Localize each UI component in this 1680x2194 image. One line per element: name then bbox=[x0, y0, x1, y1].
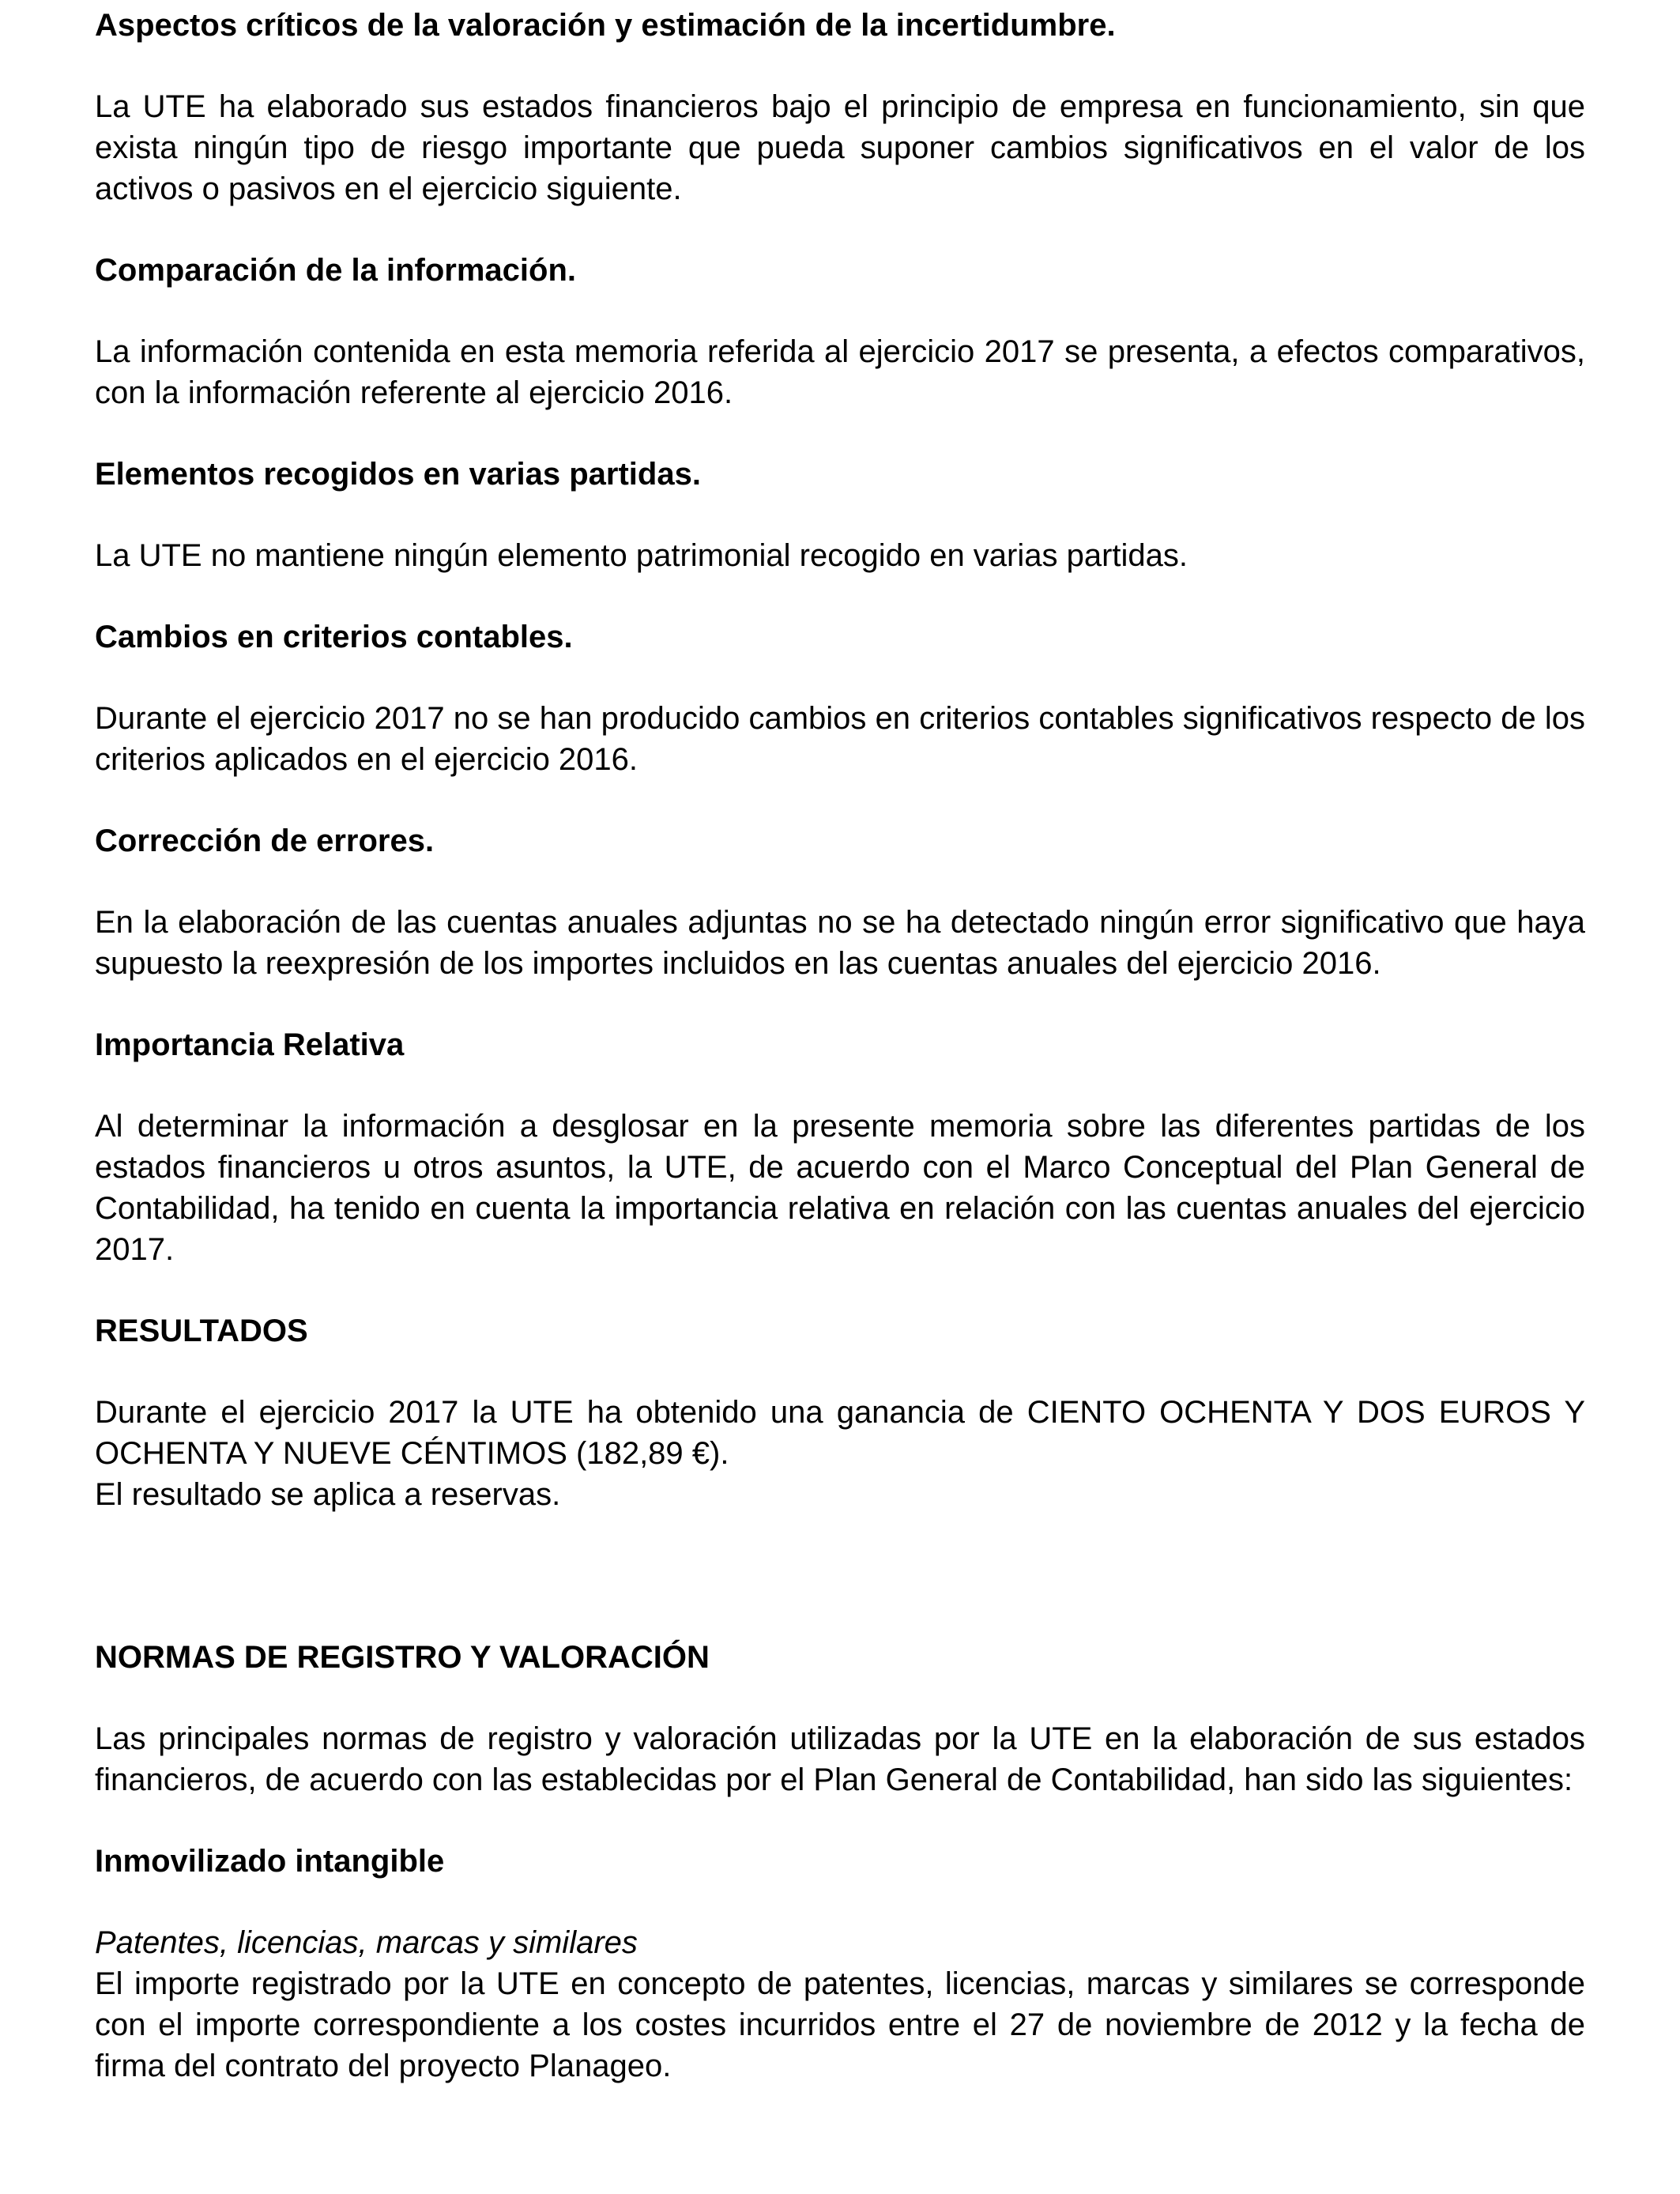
section-heading-normas: NORMAS DE REGISTRO Y VALORACIÓN bbox=[95, 1640, 710, 1675]
section-body-aspectos: La UTE ha elaborado sus estados financieros bajo el principio de empresa en funcionamiento, sin que exista ningún tipo de riesgo importante que pueda suponer cambios significativos en el valor de los activos o pasivos en el ejercicio siguiente. bbox=[95, 89, 1585, 206]
document-page bbox=[95, 5, 1585, 2087]
section-heading-importancia: Importancia Relativa bbox=[95, 1027, 405, 1062]
section-heading-resultados: RESULTADOS bbox=[95, 1314, 308, 1348]
section-body-inmovilizado: El importe registrado por la UTE en concepto de patentes, licencias, marcas y similares se corresponde con el importe correspondiente a los costes incurridos entre el 27 de noviembre de 2012 y la fecha de firma del contrato del proyecto Planageo. bbox=[95, 1966, 1585, 2083]
section-subheading-patentes: Patentes, licencias, marcas y similares bbox=[95, 1925, 638, 1960]
section-heading-correccion: Corrección de errores. bbox=[95, 824, 435, 858]
section-body-resultados: Durante el ejercicio 2017 la UTE ha obtenido una ganancia de CIENTO OCHENTA Y DOS EUROS Y OCHENTA Y NUEVE CÉNTIMOS (182,89 €). bbox=[95, 1395, 1585, 1471]
section-body-importancia: Al determinar la información a desglosar en la presente memoria sobre las diferentes partidas de los estados financieros u otros asuntos, la UTE, de acuerdo con el Marco Conceptual del Plan General de Contabilidad, ha tenido en cuenta la importancia relativa en relación con las cuentas anuales del ejercicio 2017. bbox=[95, 1109, 1585, 1267]
section-heading-inmovilizado: Inmovilizado intangible bbox=[95, 1844, 445, 1879]
section-body-cambios: Durante el ejercicio 2017 no se han producido cambios en criterios contables significativos respecto de los criterios aplicados en el ejercicio 2016. bbox=[95, 701, 1585, 777]
section-heading-comparacion: Comparación de la información. bbox=[95, 253, 577, 288]
section-body-normas: Las principales normas de registro y valoración utilizadas por la UTE en la elaboración de sus estados financieros, de acuerdo con las establecidas por el Plan General de Contabilidad, han sido las siguientes: bbox=[95, 1721, 1585, 1797]
section-body-comparacion: La información contenida en esta memoria referida al ejercicio 2017 se presenta, a efectos comparativos, con la información referente al ejercicio 2016. bbox=[95, 334, 1585, 410]
section-heading-elementos: Elementos recogidos en varias partidas. bbox=[95, 457, 701, 492]
section-body-correccion: En la elaboración de las cuentas anuales adjuntas no se ha detectado ningún error significativo que haya supuesto la reexpresión de los importes incluidos en las cuentas anuales del ejercicio 2016. bbox=[95, 905, 1585, 981]
section-body-elementos: La UTE no mantiene ningún elemento patrimonial recogido en varias partidas. bbox=[95, 538, 1188, 573]
section-body-resultados-aplicacion: El resultado se aplica a reservas. bbox=[95, 1477, 561, 1512]
section-heading-cambios: Cambios en criterios contables. bbox=[95, 620, 573, 654]
section-heading-aspectos: Aspectos críticos de la valoración y estimación de la incertidumbre. bbox=[95, 8, 1116, 43]
